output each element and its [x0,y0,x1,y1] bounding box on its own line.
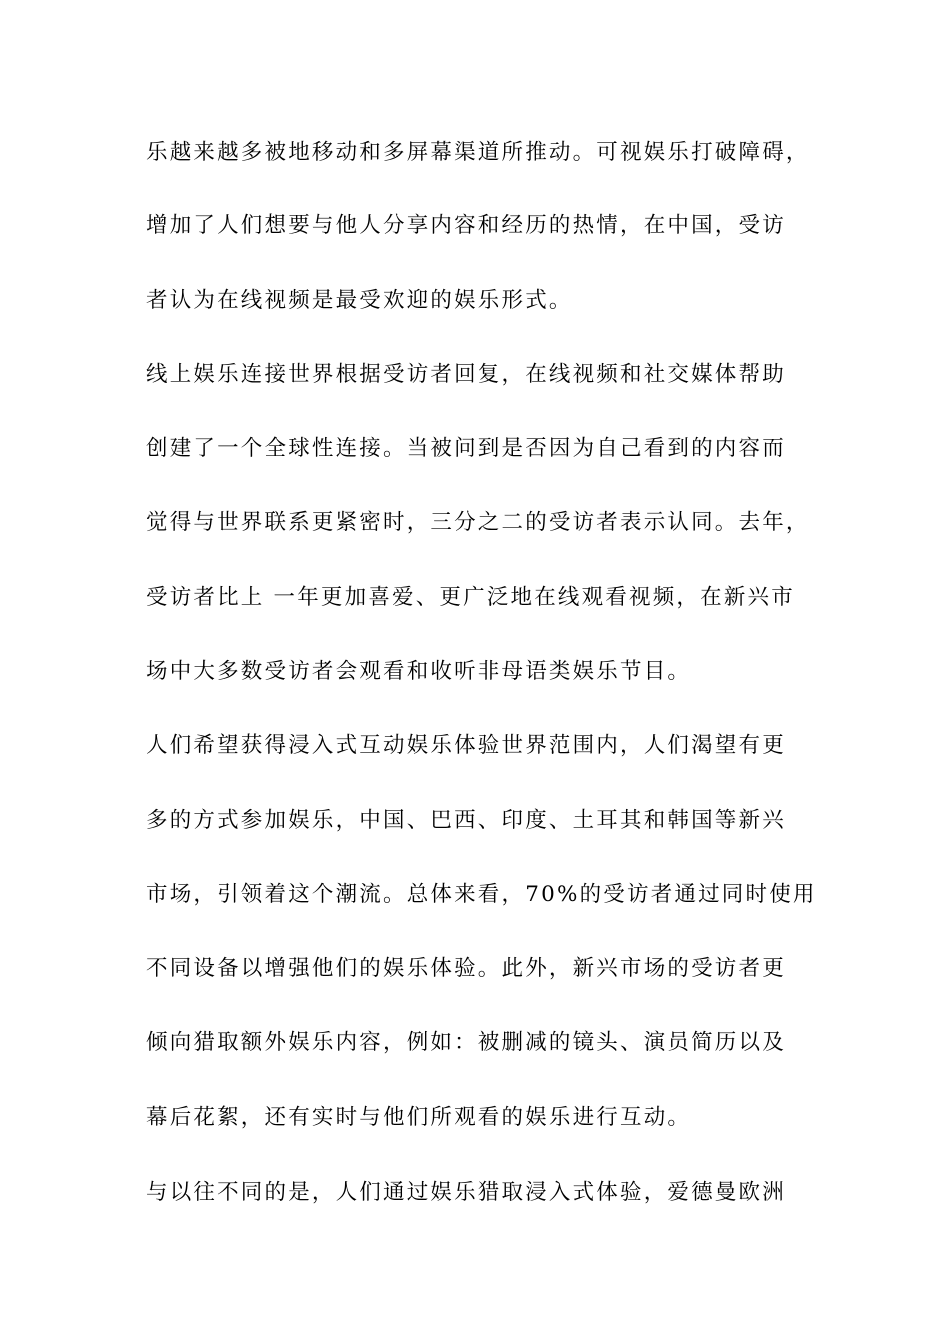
text-line: 者认为在线视频是最受欢迎的娱乐形式。 [146,288,573,313]
text-line: 与以往不同的是，人们通过娱乐猎取浸入式体验，爱德曼欧洲 [146,1180,786,1205]
text-line: 创建了一个全球性连接。当被问到是否因为自己看到的内容而 [146,436,786,461]
text-line: 市场，引领着这个潮流。总体来看，70%的受访者通过同时使用 [146,882,817,907]
text-line: 倾向猎取额外娱乐内容，例如：被删减的镜头、演员简历以及 [146,1030,786,1055]
text-line: 乐越来越多被地移动和多屏幕渠道所推动。可视娱乐打破障碍， [146,140,810,165]
text-line: 不同设备以增强他们的娱乐体验。此外，新兴市场的受访者更 [146,956,786,981]
text-line: 线上娱乐连接世界根据受访者回复，在线视频和社交媒体帮助 [146,362,786,387]
text-line: 多的方式参加娱乐，中国、巴西、印度、土耳其和韩国等新兴 [146,808,786,833]
text-line: 人们希望获得浸入式互动娱乐体验世界范围内，人们渴望有更 [146,733,786,758]
text-line: 受访者比上 一年更加喜爱、更广泛地在线观看视频，在新兴市 [146,585,795,610]
text-line: 幕后花絮，还有实时与他们所观看的娱乐进行互动。 [146,1105,692,1130]
text-line: 增加了人们想要与他人分享内容和经历的热情，在中国，受访 [146,213,786,238]
text-line: 场中大多数受访者会观看和收听非母语类娱乐节目。 [146,659,692,684]
text-line: 觉得与世界联系更紧密时，三分之二的受访者表示认同。去年， [146,510,810,535]
